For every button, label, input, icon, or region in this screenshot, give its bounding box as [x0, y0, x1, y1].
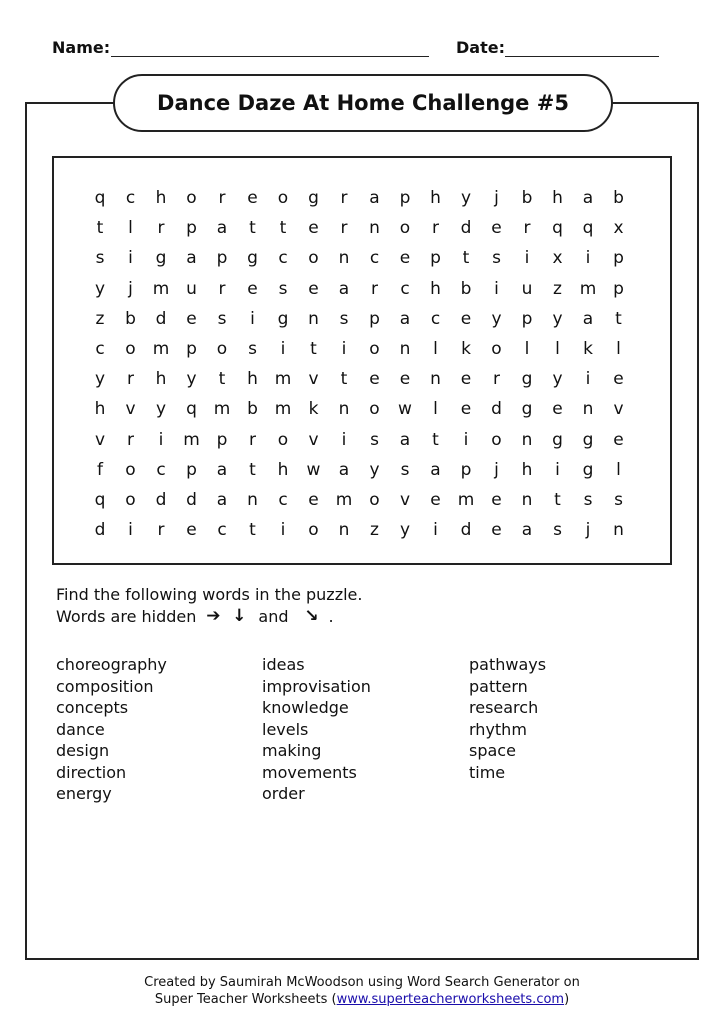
- word-item: ideas: [262, 655, 305, 674]
- grid-letter[interactable]: e: [186, 308, 197, 329]
- grid-letter[interactable]: s: [614, 490, 623, 510]
- date-label: Date:: [456, 38, 505, 57]
- grid-letter[interactable]: e: [399, 248, 411, 269]
- grid-letter[interactable]: e: [460, 308, 472, 329]
- grid-letter[interactable]: a: [186, 248, 197, 269]
- grid-letter[interactable]: n: [521, 490, 533, 510]
- word-item: design: [56, 741, 110, 760]
- grid-letter[interactable]: v: [308, 429, 319, 450]
- grid-letter[interactable]: o: [399, 218, 411, 239]
- grid-letter[interactable]: r: [432, 218, 439, 239]
- grid-letter[interactable]: h: [155, 369, 167, 390]
- instruction-text: Words are hidden: [56, 606, 197, 626]
- grid-letter[interactable]: a: [430, 459, 441, 480]
- grid-letter[interactable]: p: [216, 429, 228, 450]
- grid-letter[interactable]: s: [583, 490, 593, 510]
- grid-letter[interactable]: p: [399, 188, 411, 208]
- grid-letter[interactable]: i: [280, 339, 286, 359]
- grid-letter[interactable]: m: [335, 490, 353, 510]
- grid-letter[interactable]: i: [555, 459, 560, 480]
- grid-letter[interactable]: c: [217, 520, 227, 541]
- grid-letter[interactable]: l: [128, 218, 133, 239]
- grid-letter[interactable]: y: [552, 308, 563, 329]
- word-search-grid: [52, 156, 672, 565]
- grid-letter[interactable]: h: [277, 459, 289, 480]
- grid-letter[interactable]: d: [460, 520, 472, 541]
- grid-letter[interactable]: a: [338, 278, 350, 299]
- grid-letter[interactable]: r: [127, 369, 134, 390]
- grid-letter[interactable]: q: [186, 399, 197, 420]
- grid-letter[interactable]: p: [186, 459, 197, 480]
- grid-letter[interactable]: f: [97, 459, 103, 480]
- grid-letter[interactable]: g: [582, 429, 594, 450]
- footer-source: [0, 992, 724, 1007]
- grid-letter[interactable]: q: [94, 188, 106, 208]
- grid-letter[interactable]: j: [494, 188, 499, 208]
- grid-letter[interactable]: q: [552, 218, 563, 239]
- grid-letter[interactable]: x: [613, 218, 624, 239]
- grid-letter[interactable]: i: [524, 248, 530, 269]
- arrow-diagonal-icon: ↘: [304, 606, 319, 626]
- grid-letter[interactable]: p: [521, 308, 533, 329]
- grid-letter[interactable]: e: [430, 490, 441, 510]
- grid-letter[interactable]: r: [523, 218, 531, 239]
- grid-letter[interactable]: o: [186, 188, 197, 208]
- grid-letter[interactable]: r: [218, 278, 226, 299]
- grid-letter[interactable]: t: [462, 248, 470, 269]
- grid-letter[interactable]: s: [217, 308, 227, 329]
- grid-letter[interactable]: o: [125, 490, 136, 510]
- date-line[interactable]: [505, 56, 659, 57]
- grid-letter[interactable]: l: [616, 339, 621, 359]
- grid-letter[interactable]: b: [613, 188, 624, 208]
- grid-letter[interactable]: e: [308, 490, 319, 510]
- grid-letter[interactable]: a: [216, 459, 228, 480]
- grid-letter[interactable]: g: [521, 369, 533, 390]
- grid-letter[interactable]: p: [613, 248, 624, 269]
- grid-letter[interactable]: e: [552, 399, 563, 420]
- grid-letter[interactable]: s: [400, 459, 410, 480]
- grid-letter[interactable]: h: [94, 399, 106, 420]
- grid-letter[interactable]: o: [125, 459, 136, 480]
- grid-letter[interactable]: p: [369, 308, 380, 329]
- grid-letter[interactable]: u: [521, 278, 533, 299]
- word-item: space: [469, 741, 516, 760]
- grid-letter[interactable]: l: [433, 339, 438, 359]
- grid-letter[interactable]: o: [125, 339, 136, 359]
- word-item: improvisation: [262, 676, 371, 696]
- grid-letter[interactable]: p: [430, 248, 441, 269]
- grid-letter[interactable]: o: [277, 188, 289, 208]
- grid-letter[interactable]: i: [250, 308, 255, 329]
- grid-letter[interactable]: c: [95, 339, 105, 359]
- grid-letter[interactable]: r: [340, 218, 348, 239]
- word-item: rhythm: [469, 719, 527, 739]
- grid-letter[interactable]: c: [278, 490, 288, 510]
- grid-letter[interactable]: i: [585, 369, 591, 390]
- word-item: pattern: [469, 676, 528, 696]
- grid-letter[interactable]: e: [186, 520, 197, 541]
- grid-letter[interactable]: l: [555, 339, 560, 359]
- word-item: composition: [56, 676, 154, 696]
- grid-letter[interactable]: o: [277, 429, 289, 450]
- word-item: choreography: [56, 655, 167, 674]
- grid-letter[interactable]: l: [433, 399, 438, 420]
- grid-letter[interactable]: v: [94, 429, 106, 450]
- grid-letter[interactable]: m: [579, 278, 597, 299]
- grid-letter[interactable]: t: [249, 218, 256, 239]
- grid-letter[interactable]: i: [128, 520, 133, 541]
- grid-letter[interactable]: s: [370, 429, 379, 450]
- grid-letter[interactable]: x: [552, 248, 563, 269]
- grid-letter[interactable]: h: [430, 278, 441, 299]
- grid-letter[interactable]: n: [247, 490, 258, 510]
- grid-letter[interactable]: g: [247, 248, 258, 269]
- grid-letter[interactable]: t: [279, 218, 287, 239]
- grid-letter[interactable]: n: [338, 248, 350, 269]
- footer-source-suffix: ): [564, 992, 570, 1007]
- grid-letter[interactable]: v: [125, 399, 136, 420]
- grid-letter[interactable]: a: [582, 308, 594, 329]
- grid-letter[interactable]: q: [582, 218, 594, 239]
- footer-credit: Created by Saumirah McWoodson using Word Search Generator on: [144, 975, 580, 990]
- grid-letter[interactable]: e: [308, 218, 319, 239]
- grid-letter[interactable]: m: [183, 429, 200, 450]
- grid-letter[interactable]: s: [248, 339, 257, 359]
- grid-letter[interactable]: s: [492, 248, 501, 269]
- word-item: dance: [56, 719, 105, 739]
- word-list-column-3: [469, 654, 546, 783]
- word-item: direction: [56, 762, 127, 782]
- grid-letter[interactable]: i: [158, 429, 164, 450]
- grid-letter[interactable]: o: [369, 339, 380, 359]
- grid-letter[interactable]: d: [186, 490, 197, 510]
- grid-letter[interactable]: o: [369, 490, 380, 510]
- word-item: pathways: [469, 655, 547, 674]
- grid-letter[interactable]: j: [585, 520, 591, 541]
- grid-letter[interactable]: r: [157, 218, 165, 239]
- grid-letter[interactable]: a: [216, 490, 228, 510]
- grid-letter[interactable]: h: [155, 188, 167, 208]
- grid-letter[interactable]: t: [340, 369, 348, 390]
- grid-letter[interactable]: j: [494, 459, 499, 480]
- grid-letter[interactable]: u: [186, 278, 197, 299]
- grid-letter[interactable]: i: [585, 248, 591, 269]
- footer-source-prefix: Super Teacher Worksheets (: [154, 992, 337, 1007]
- grid-letter[interactable]: t: [249, 459, 256, 480]
- grid-letter[interactable]: y: [94, 278, 106, 299]
- grid-letter[interactable]: g: [155, 248, 167, 269]
- grid-letter[interactable]: o: [369, 399, 380, 420]
- grid-letter[interactable]: g: [582, 459, 594, 480]
- grid-letter[interactable]: a: [369, 188, 380, 208]
- grid-letter[interactable]: l: [524, 339, 530, 359]
- grid-letter[interactable]: n: [430, 369, 441, 390]
- grid-letter[interactable]: a: [521, 520, 533, 541]
- grid-letter[interactable]: y: [369, 459, 380, 480]
- grid-letter[interactable]: v: [399, 490, 411, 510]
- grid-letter[interactable]: k: [461, 339, 471, 359]
- grid-letter[interactable]: s: [278, 278, 288, 299]
- word-item: making: [262, 741, 322, 760]
- grid-letter[interactable]: a: [338, 459, 350, 480]
- grid-letter[interactable]: n: [399, 339, 411, 359]
- grid-letter[interactable]: e: [460, 369, 472, 390]
- grid-letter[interactable]: m: [152, 339, 170, 359]
- grid-letter[interactable]: e: [369, 369, 380, 390]
- word-item: knowledge: [262, 698, 349, 717]
- grid-letter[interactable]: e: [308, 278, 319, 299]
- word-item: movements: [262, 762, 357, 782]
- grid-letter[interactable]: i: [128, 248, 133, 269]
- word-item: energy: [56, 784, 112, 803]
- instruction-line-2: [56, 606, 334, 626]
- grid-letter[interactable]: y: [186, 369, 197, 390]
- grid-letter[interactable]: y: [155, 399, 167, 420]
- grid-letter[interactable]: p: [216, 248, 228, 269]
- grid-letter[interactable]: e: [491, 218, 502, 239]
- grid-letter[interactable]: b: [460, 278, 472, 299]
- grid-letter[interactable]: z: [553, 278, 562, 299]
- grid-letter[interactable]: v: [613, 399, 624, 420]
- grid-letter[interactable]: a: [399, 429, 411, 450]
- grid-letter[interactable]: h: [430, 188, 441, 208]
- grid-letter[interactable]: r: [127, 429, 134, 450]
- grid-letter[interactable]: n: [338, 520, 350, 541]
- word-item: concepts: [56, 698, 129, 717]
- and-text: and: [258, 606, 289, 626]
- grid-letter[interactable]: y: [552, 369, 563, 390]
- grid-letter[interactable]: b: [521, 188, 533, 208]
- grid-letter[interactable]: c: [125, 188, 136, 208]
- word-list-column-2: [262, 654, 371, 805]
- grid-letter[interactable]: p: [186, 218, 197, 239]
- grid-letter[interactable]: o: [491, 429, 502, 450]
- grid-letter[interactable]: w: [398, 399, 412, 420]
- worksheet-title: Dance Daze At Home Challenge #5: [113, 74, 613, 132]
- grid-letter[interactable]: e: [613, 429, 624, 450]
- grid-letter[interactable]: r: [218, 188, 226, 208]
- grid-letter[interactable]: q: [94, 490, 106, 510]
- grid-letter[interactable]: o: [308, 520, 319, 541]
- grid-letter[interactable]: i: [433, 520, 438, 541]
- word-item: time: [469, 762, 506, 782]
- grid-letter[interactable]: i: [494, 278, 499, 299]
- grid-letter[interactable]: o: [308, 248, 319, 269]
- grid-letter[interactable]: g: [277, 308, 289, 329]
- grid-letter[interactable]: a: [216, 218, 228, 239]
- grid-letter[interactable]: r: [340, 188, 348, 208]
- grid-letter[interactable]: m: [152, 278, 170, 299]
- grid-letter[interactable]: y: [94, 369, 106, 390]
- grid-letter[interactable]: i: [280, 520, 286, 541]
- grid-letter[interactable]: c: [369, 248, 380, 269]
- word-item: levels: [262, 719, 309, 739]
- grid-letter[interactable]: o: [216, 339, 228, 359]
- grid-letter[interactable]: h: [521, 459, 533, 480]
- grid-letter[interactable]: m: [274, 399, 292, 420]
- grid-letter[interactable]: m: [457, 490, 475, 510]
- grid-letter[interactable]: t: [432, 429, 439, 450]
- grid-letter[interactable]: v: [308, 369, 319, 390]
- grid-letter[interactable]: e: [491, 490, 502, 510]
- word-item: order: [262, 784, 305, 803]
- grid-letter[interactable]: h: [247, 369, 258, 390]
- grid-letter[interactable]: c: [430, 308, 441, 329]
- grid-letter[interactable]: b: [247, 399, 258, 420]
- grid-letter[interactable]: o: [491, 339, 502, 359]
- grid-letter[interactable]: g: [521, 399, 533, 420]
- grid-letter[interactable]: s: [553, 520, 562, 541]
- grid-letter[interactable]: y: [399, 520, 411, 541]
- grid-letter[interactable]: t: [96, 218, 104, 239]
- grid-letter[interactable]: w: [306, 459, 321, 480]
- grid-letter[interactable]: n: [308, 308, 319, 329]
- grid-letter[interactable]: n: [369, 218, 380, 239]
- grid-letter[interactable]: k: [583, 339, 593, 359]
- grid-letter[interactable]: s: [339, 308, 349, 329]
- grid-letter[interactable]: n: [613, 520, 624, 541]
- grid-letter[interactable]: k: [308, 399, 319, 420]
- grid-letter[interactable]: e: [247, 188, 258, 208]
- grid-letter[interactable]: n: [338, 399, 350, 420]
- arrow-right-icon: ➔: [206, 606, 221, 626]
- grid-letter[interactable]: e: [491, 520, 502, 541]
- grid-letter[interactable]: a: [582, 188, 594, 208]
- instruction-line-1: Find the following words in the puzzle.: [56, 585, 363, 604]
- grid-letter[interactable]: t: [615, 308, 622, 329]
- grid-letter[interactable]: n: [521, 429, 533, 450]
- grid-letter[interactable]: i: [341, 429, 347, 450]
- grid-letter[interactable]: d: [155, 490, 167, 510]
- grid-letter[interactable]: t: [554, 490, 561, 510]
- grid-letter[interactable]: c: [156, 459, 166, 480]
- grid-letter[interactable]: t: [310, 339, 317, 359]
- grid-letter[interactable]: i: [341, 339, 347, 359]
- grid-letter[interactable]: a: [399, 308, 411, 329]
- grid-letter[interactable]: j: [128, 278, 133, 299]
- grid-letter[interactable]: l: [616, 459, 621, 480]
- grid-letter[interactable]: n: [582, 399, 594, 420]
- grid-letter[interactable]: c: [400, 278, 410, 299]
- grid-letter[interactable]: d: [491, 399, 502, 420]
- grid-letter[interactable]: s: [95, 248, 105, 269]
- grid-letter[interactable]: e: [399, 369, 411, 390]
- grid-letter[interactable]: z: [370, 520, 379, 541]
- grid-letter[interactable]: b: [125, 308, 136, 329]
- grid-letter[interactable]: t: [218, 369, 226, 390]
- grid-letter[interactable]: g: [552, 429, 563, 450]
- name-label: Name:: [52, 38, 111, 57]
- grid-letter[interactable]: p: [186, 339, 197, 359]
- grid-letter[interactable]: y: [491, 308, 502, 329]
- grid-letter[interactable]: i: [463, 429, 469, 450]
- grid-letter[interactable]: e: [460, 399, 472, 420]
- grid-letter[interactable]: d: [94, 520, 106, 541]
- grid-letter[interactable]: y: [460, 188, 472, 208]
- grid-letter[interactable]: r: [249, 429, 256, 450]
- name-line[interactable]: [111, 56, 429, 57]
- period-text: .: [328, 606, 334, 626]
- grid-letter[interactable]: t: [249, 520, 256, 541]
- grid-letter[interactable]: p: [613, 278, 624, 299]
- grid-letter[interactable]: m: [213, 399, 231, 420]
- grid-letter[interactable]: r: [493, 369, 500, 390]
- grid-letter[interactable]: z: [95, 308, 105, 329]
- grid-letter[interactable]: p: [460, 459, 472, 480]
- grid-letter[interactable]: r: [157, 520, 165, 541]
- word-item: research: [469, 698, 539, 717]
- grid-letter[interactable]: h: [552, 188, 563, 208]
- word-list-column-1: [56, 654, 167, 805]
- footer-link[interactable]: www.superteacherworksheets.com: [336, 992, 565, 1007]
- grid-letter[interactable]: r: [371, 278, 378, 299]
- arrow-down-icon: ↓: [232, 606, 247, 626]
- grid-letter[interactable]: c: [278, 248, 288, 269]
- grid-letter[interactable]: d: [155, 308, 167, 329]
- grid-letter[interactable]: e: [247, 278, 258, 299]
- grid-letter[interactable]: e: [613, 369, 624, 390]
- grid-letter[interactable]: g: [308, 188, 319, 208]
- grid-letter[interactable]: d: [460, 218, 472, 239]
- grid-letter[interactable]: m: [274, 369, 292, 390]
